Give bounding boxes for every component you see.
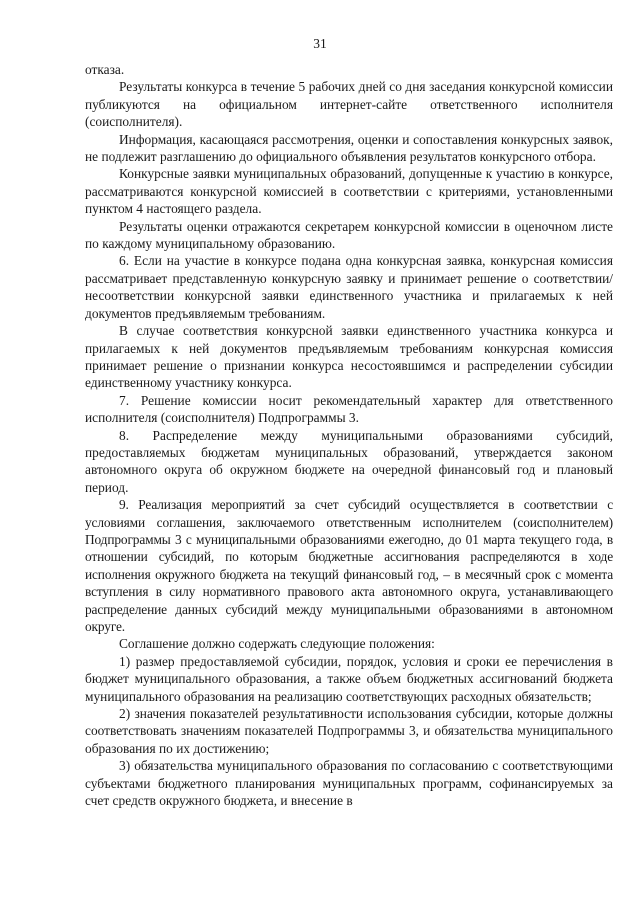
paragraph-evaluation-sheet: Результаты оценки отражаются секретарем конкурсной комиссии в оценочном листе по каждому муниципальному образованию. (85, 218, 613, 252)
paragraph-item-7: 7. Решение комиссии носит рекомендательный характер для ответственного исполнителя (соисполнителя) Подпрограммы 3. (85, 392, 613, 426)
paragraph-item-8: 8. Распределение между муниципальными образованиями субсидий, предоставляемых бюджетам муниципальных образований, утверждается законом автономного округа об окружном бюджете на очередной финансовый год и плановый период. (85, 427, 613, 495)
document-body (85, 61, 613, 809)
page-number: 31 (313, 36, 327, 51)
paragraph-agreement-item-1: 1) размер предоставляемой субсидии, порядок, условия и сроки ее перечисления в бюджет муниципального образования, а также объем бюджетных ассигнований бюджета муниципального образования на реализацию соответствующих расходных обязательств; (85, 653, 613, 704)
paragraph-item-9: 9. Реализация мероприятий за счет субсидий осуществляется в соответствии с условиями соглашения, заключаемого ответственным исполнителем (соисполнителем) Подпрограммы 3 с муниципальными образованиями ежегодно, до 01 марта текущего года, в отношении субсидий, по которым бюджетные ассигнования распределяются в ходе исполнения окружного бюджета на текущий финансовый год, – в месячный срок с момента вступления в силу нормативного правового акта автономного округа, устанавливающего распределение данных субсидий между муниципальными образованиями в автономном округе. (85, 497, 613, 634)
paragraph-agreement-item-2: 2) значения показателей результативности использования субсидии, которые должны соответствовать значениям показателей Подпрограммы 3, и обязательства муниципального образования по их достижению; (85, 706, 613, 756)
paragraph-single-participant: В случае соответствия конкурсной заявки единственного участника конкурса и прилагаемых к ней документов предъявляемым требованиям конкурсная комиссия принимает решение о признании конкурса несостоявшимся и распределении субсидии единственному участнику конкурса. (85, 323, 613, 391)
paragraph-agreement-item-3: 3) обязательства муниципального образования по согласованию с соответствующими субъектами бюджетного планирования муниципальных программ, софинансируемых за счет средств окружного бюджета, и внесение в (85, 758, 613, 809)
paragraph-applications-review: Конкурсные заявки муниципальных образований, допущенные к участию в конкурсе, рассматриваются конкурсной комиссией в соответствии с критериями, установленными пунктом 4 настоящего раздела. (85, 166, 613, 217)
paragraph-agreement-intro: Соглашение должно содержать следующие положения: (119, 636, 435, 652)
paragraph-results-publication: Результаты конкурса в течение 5 рабочих дней со дня заседания конкурсной комиссии публикуются на официальном интернет-сайте ответственного исполнителя (соисполнителя). (85, 79, 613, 130)
paragraph-item-6: 6. Если на участие в конкурсе подана одна конкурсная заявка, конкурсная комиссия рассматривает представленную конкурсную заявку и принимает решение о соответствии/несоответствии конкурсной заявки единственного участника и прилагаемых к ней документов предъявляемым требованиям. (85, 253, 613, 321)
paragraph-confidentiality: Информация, касающаяся рассмотрения, оценки и сопоставления конкурсных заявок, не подлежит разглашению до официального объявления результатов конкурсного отбора. (85, 131, 613, 165)
paragraph-continuation: отказа. (85, 62, 125, 77)
